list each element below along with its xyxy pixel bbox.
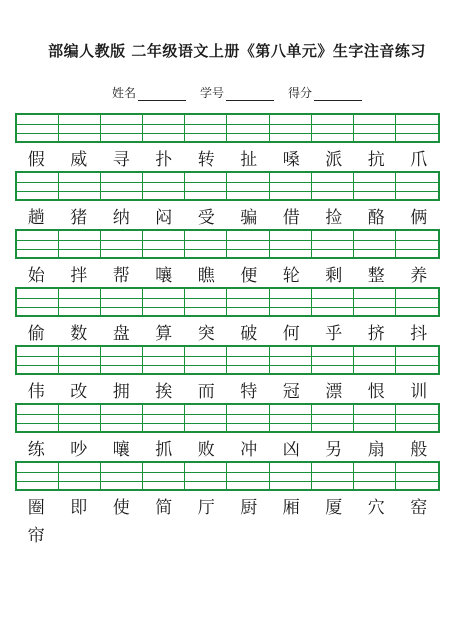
hanzi-character: 养 [410, 265, 428, 286]
pinyin-cell[interactable] [59, 231, 101, 257]
pinyin-cell[interactable] [185, 289, 227, 315]
pinyin-grid [15, 229, 440, 259]
practice-row [15, 229, 440, 287]
pinyin-cell[interactable] [270, 231, 312, 257]
hanzi-character: 何 [282, 323, 300, 344]
hanzi-character: 趟 [27, 207, 45, 228]
pinyin-cell[interactable] [396, 231, 438, 257]
pinyin-cell[interactable] [227, 173, 269, 199]
pinyin-grid [15, 345, 440, 375]
pinyin-cell[interactable] [101, 405, 143, 431]
pinyin-cell[interactable] [59, 173, 101, 199]
pinyin-cell[interactable] [354, 347, 396, 373]
hanzi-character: 嚷 [155, 265, 173, 286]
hanzi-character: 算 [155, 323, 173, 344]
hanzi-character: 吵 [70, 439, 88, 460]
pinyin-cell[interactable] [185, 231, 227, 257]
hanzi-character: 般 [410, 439, 428, 460]
hanzi-character: 即 [70, 497, 88, 518]
hanzi-character: 伟 [27, 381, 45, 402]
pinyin-cell[interactable] [143, 231, 185, 257]
practice-row [15, 113, 440, 171]
hanzi-character: 恨 [367, 381, 385, 402]
pinyin-cell[interactable] [312, 231, 354, 257]
pinyin-cell[interactable] [270, 173, 312, 199]
pinyin-cell[interactable] [185, 463, 227, 489]
hanzi-character: 使 [112, 497, 130, 518]
pinyin-cell[interactable] [270, 347, 312, 373]
pinyin-cell[interactable] [396, 173, 438, 199]
hanzi-character: 偷 [27, 323, 45, 344]
pinyin-cell[interactable] [227, 115, 269, 141]
hanzi-character: 闷 [155, 207, 173, 228]
hanzi-character: 厦 [325, 497, 343, 518]
student-id-label: 学号 [199, 86, 224, 100]
character-row [15, 491, 440, 519]
name-field[interactable] [112, 84, 186, 101]
student-id-blank[interactable] [226, 88, 274, 101]
character-row [15, 375, 440, 403]
pinyin-cell[interactable] [354, 289, 396, 315]
hanzi-character: 特 [240, 381, 258, 402]
pinyin-cell[interactable] [17, 405, 59, 431]
score-blank[interactable] [314, 88, 362, 101]
pinyin-cell[interactable] [59, 115, 101, 141]
pinyin-cell[interactable] [312, 463, 354, 489]
hanzi-character: 帘 [27, 525, 45, 546]
character-row [15, 519, 440, 547]
pinyin-cell[interactable] [143, 115, 185, 141]
pinyin-cell[interactable] [17, 289, 59, 315]
pinyin-cell[interactable] [185, 405, 227, 431]
hanzi-character: 猪 [70, 207, 88, 228]
character-row [15, 317, 440, 345]
hanzi-character: 转 [197, 149, 215, 170]
pinyin-cell[interactable] [143, 347, 185, 373]
hanzi-character: 练 [27, 439, 45, 460]
pinyin-cell[interactable] [185, 115, 227, 141]
pinyin-cell[interactable] [354, 173, 396, 199]
hanzi-character: 冲 [240, 439, 258, 460]
practice-row [15, 345, 440, 403]
pinyin-cell[interactable] [101, 463, 143, 489]
practice-row [15, 171, 440, 229]
hanzi-character: 整 [367, 265, 385, 286]
pinyin-cell[interactable] [59, 347, 101, 373]
pinyin-cell[interactable] [270, 289, 312, 315]
pinyin-cell[interactable] [270, 115, 312, 141]
student-info [0, 84, 474, 101]
pinyin-cell[interactable] [59, 289, 101, 315]
pinyin-cell[interactable] [354, 115, 396, 141]
hanzi-character: 厅 [197, 497, 215, 518]
pinyin-grid [15, 403, 440, 433]
pinyin-cell[interactable] [17, 115, 59, 141]
pinyin-cell[interactable] [312, 405, 354, 431]
hanzi-character: 爪 [410, 149, 428, 170]
hanzi-character: 另 [325, 439, 343, 460]
pinyin-cell[interactable] [396, 289, 438, 315]
pinyin-grid [15, 461, 440, 491]
pinyin-cell[interactable] [143, 289, 185, 315]
character-row [15, 259, 440, 287]
pinyin-cell[interactable] [312, 347, 354, 373]
pinyin-cell[interactable] [354, 463, 396, 489]
practice-row [15, 403, 440, 461]
hanzi-character: 拥 [112, 381, 130, 402]
hanzi-character: 便 [240, 265, 258, 286]
pinyin-cell[interactable] [312, 289, 354, 315]
pinyin-cell[interactable] [312, 173, 354, 199]
hanzi-character: 穴 [367, 497, 385, 518]
hanzi-character: 俩 [410, 207, 428, 228]
pinyin-grid [15, 171, 440, 201]
pinyin-cell[interactable] [59, 463, 101, 489]
hanzi-character: 突 [197, 323, 215, 344]
pinyin-cell[interactable] [396, 347, 438, 373]
hanzi-character: 数 [70, 323, 88, 344]
name-label: 姓名 [111, 86, 136, 100]
pinyin-cell[interactable] [270, 405, 312, 431]
pinyin-cell[interactable] [143, 463, 185, 489]
hanzi-character: 盘 [112, 323, 130, 344]
student-id-field[interactable] [200, 84, 274, 101]
hanzi-character: 抖 [410, 323, 428, 344]
hanzi-character: 受 [197, 207, 215, 228]
practice-sheet [15, 113, 440, 547]
hanzi-character: 嗓 [282, 149, 300, 170]
hanzi-character: 扯 [240, 149, 258, 170]
pinyin-cell[interactable] [101, 231, 143, 257]
pinyin-cell[interactable] [101, 173, 143, 199]
hanzi-character: 厨 [240, 497, 258, 518]
name-blank[interactable] [138, 88, 186, 101]
pinyin-cell[interactable] [17, 347, 59, 373]
hanzi-character: 瞧 [197, 265, 215, 286]
hanzi-character: 拌 [70, 265, 88, 286]
hanzi-character: 而 [197, 381, 215, 402]
hanzi-character: 酪 [367, 207, 385, 228]
hanzi-character: 捡 [325, 207, 343, 228]
hanzi-character: 假 [27, 149, 45, 170]
hanzi-character: 败 [197, 439, 215, 460]
hanzi-character: 剩 [325, 265, 343, 286]
pinyin-cell[interactable] [101, 289, 143, 315]
hanzi-character: 圈 [27, 497, 45, 518]
hanzi-character: 轮 [282, 265, 300, 286]
character-row [15, 143, 440, 171]
pinyin-cell[interactable] [396, 463, 438, 489]
pinyin-cell[interactable] [17, 173, 59, 199]
hanzi-character: 扇 [367, 439, 385, 460]
hanzi-character: 乎 [325, 323, 343, 344]
hanzi-character: 简 [155, 497, 173, 518]
page-title: 部编人教版 二年级语文上册《第八单元》生字注音练习 [48, 42, 426, 60]
pinyin-cell[interactable] [143, 405, 185, 431]
hanzi-character: 纳 [112, 207, 130, 228]
hanzi-character: 厢 [282, 497, 300, 518]
pinyin-cell[interactable] [227, 231, 269, 257]
practice-row [15, 519, 440, 547]
character-row [15, 201, 440, 229]
pinyin-cell[interactable] [354, 405, 396, 431]
hanzi-character: 帮 [112, 265, 130, 286]
hanzi-character: 凶 [282, 439, 300, 460]
score-field[interactable] [288, 84, 362, 101]
hanzi-character: 借 [282, 207, 300, 228]
hanzi-character: 抗 [367, 149, 385, 170]
pinyin-cell[interactable] [396, 405, 438, 431]
hanzi-character: 破 [240, 323, 258, 344]
hanzi-character: 挤 [367, 323, 385, 344]
hanzi-character: 寻 [112, 149, 130, 170]
hanzi-character: 改 [70, 381, 88, 402]
pinyin-cell[interactable] [227, 405, 269, 431]
pinyin-cell[interactable] [185, 173, 227, 199]
hanzi-character: 骗 [240, 207, 258, 228]
hanzi-character: 训 [410, 381, 428, 402]
pinyin-cell[interactable] [17, 231, 59, 257]
pinyin-cell[interactable] [227, 463, 269, 489]
pinyin-cell[interactable] [143, 173, 185, 199]
hanzi-character: 挨 [155, 381, 173, 402]
pinyin-cell[interactable] [270, 463, 312, 489]
hanzi-character: 派 [325, 149, 343, 170]
pinyin-cell[interactable] [354, 231, 396, 257]
pinyin-cell[interactable] [396, 115, 438, 141]
hanzi-character: 漂 [325, 381, 343, 402]
hanzi-character: 嚷 [112, 439, 130, 460]
practice-row [15, 461, 440, 519]
pinyin-grid [15, 287, 440, 317]
pinyin-grid [15, 113, 440, 143]
hanzi-character: 始 [27, 265, 45, 286]
practice-row [15, 287, 440, 345]
pinyin-cell[interactable] [185, 347, 227, 373]
pinyin-cell[interactable] [101, 347, 143, 373]
pinyin-cell[interactable] [227, 347, 269, 373]
pinyin-cell[interactable] [312, 115, 354, 141]
pinyin-cell[interactable] [17, 463, 59, 489]
pinyin-cell[interactable] [227, 289, 269, 315]
hanzi-character: 威 [70, 149, 88, 170]
hanzi-character: 抓 [155, 439, 173, 460]
hanzi-character: 扑 [155, 149, 173, 170]
character-row [15, 433, 440, 461]
hanzi-character: 窑 [410, 497, 428, 518]
hanzi-character: 冠 [282, 381, 300, 402]
pinyin-cell[interactable] [101, 115, 143, 141]
score-label: 得分 [288, 86, 313, 100]
pinyin-cell[interactable] [59, 405, 101, 431]
